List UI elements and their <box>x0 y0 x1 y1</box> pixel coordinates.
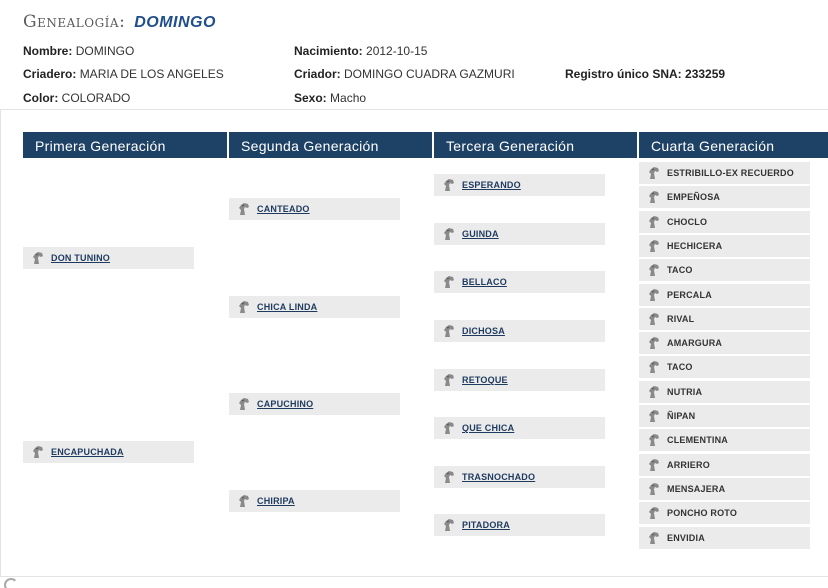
header-gen-4: Cuarta Generación <box>639 132 828 158</box>
g1-horse-link[interactable]: DON TUNINO <box>51 253 110 263</box>
horse-head-icon <box>647 166 661 180</box>
horse-head-icon <box>442 470 456 484</box>
g3-horse-link[interactable]: GUINDA <box>462 229 499 239</box>
g1-horse-cell[interactable] <box>23 247 194 269</box>
g4-horse-link[interactable]: CLEMENTINA <box>667 435 728 445</box>
g3-horse-cell[interactable] <box>434 417 605 439</box>
g3-horse-cell[interactable] <box>434 466 605 488</box>
g4-horse-cell[interactable] <box>639 308 810 330</box>
nombre-value: DOMINGO <box>75 44 135 58</box>
horse-head-icon <box>647 385 661 399</box>
horse-head-icon <box>647 215 661 229</box>
g3-horse-link[interactable]: ESPERANDO <box>462 180 521 190</box>
g2-horse-link[interactable]: CANTEADO <box>257 204 310 214</box>
horse-head-icon <box>647 409 661 423</box>
g4-horse-link[interactable]: RIVAL <box>667 314 695 324</box>
g4-horse-cell[interactable] <box>639 527 810 549</box>
g2-horse-link[interactable]: CHICA LINDA <box>257 302 318 312</box>
registro-label: Registro único SNA: <box>565 67 682 81</box>
g4-horse-cell[interactable] <box>639 211 810 233</box>
g4-horse-cell[interactable] <box>639 356 810 378</box>
g4-horse-link[interactable]: HECHICERA <box>667 241 723 251</box>
horse-head-icon <box>647 506 661 520</box>
horse-head-icon <box>647 433 661 447</box>
horse-head-icon <box>442 421 456 435</box>
horse-head-icon <box>31 251 45 265</box>
criador-label: Criador: <box>294 67 341 81</box>
g4-horse-cell[interactable] <box>639 162 810 184</box>
page-title <box>23 12 216 32</box>
horse-head-icon <box>647 482 661 496</box>
horse-head-icon <box>442 518 456 532</box>
g4-horse-cell[interactable] <box>639 235 810 257</box>
horse-head-icon <box>442 178 456 192</box>
sexo-value: Macho <box>330 91 367 105</box>
g4-horse-cell[interactable] <box>639 186 810 208</box>
info-color <box>23 91 130 105</box>
g4-horse-cell[interactable] <box>639 332 810 354</box>
g3-horse-cell[interactable] <box>434 223 605 245</box>
criadero-value: MARIA DE LOS ANGELES <box>79 67 224 81</box>
g3-horse-link[interactable]: RETOQUE <box>462 375 508 385</box>
g4-horse-cell[interactable] <box>639 381 810 403</box>
g4-horse-link[interactable]: AMARGURA <box>667 338 723 348</box>
g4-horse-link[interactable]: ÑIPAN <box>667 411 696 421</box>
horse-head-icon <box>31 445 45 459</box>
g1-horse-link[interactable]: ENCAPUCHADA <box>51 447 124 457</box>
g3-horse-cell[interactable] <box>434 271 605 293</box>
info-nombre <box>23 44 134 58</box>
horse-head-icon <box>647 190 661 204</box>
loading-icon <box>4 578 18 588</box>
info-registro <box>565 67 725 81</box>
info-nacimiento <box>294 44 427 58</box>
g3-horse-link[interactable]: QUE CHICA <box>462 423 515 433</box>
horse-head-icon <box>647 288 661 302</box>
color-label: Color: <box>23 91 59 105</box>
g3-horse-link[interactable]: DICHOSA <box>462 326 505 336</box>
g4-horse-link[interactable]: ESTRIBILLO-EX RECUERDO <box>667 168 794 178</box>
g4-horse-link[interactable]: PONCHO ROTO <box>667 508 738 518</box>
title-prefix: Genealogía: <box>23 12 126 32</box>
g2-horse-cell[interactable] <box>229 296 400 318</box>
horse-head-icon <box>647 531 661 545</box>
horse-head-icon <box>647 360 661 374</box>
registro-value: 233259 <box>685 67 726 81</box>
horse-head-icon <box>647 239 661 253</box>
criador-value: DOMINGO CUADRA GAZMURI <box>344 67 515 81</box>
horse-head-icon <box>647 312 661 326</box>
horse-head-icon <box>237 397 251 411</box>
header-gen-3: Tercera Generación <box>434 132 637 158</box>
color-value: COLORADO <box>61 91 131 105</box>
info-sexo <box>294 91 366 105</box>
horse-head-icon <box>647 336 661 350</box>
g3-horse-link[interactable]: BELLACO <box>462 277 507 287</box>
g4-horse-cell[interactable] <box>639 259 810 281</box>
g2-horse-link[interactable]: CHIRIPA <box>257 496 295 506</box>
g2-horse-link[interactable]: CAPUCHINO <box>257 399 314 409</box>
g4-horse-cell[interactable] <box>639 405 810 427</box>
g4-horse-cell[interactable] <box>639 478 810 500</box>
header-gen-2: Segunda Generación <box>229 132 432 158</box>
criadero-label: Criadero: <box>23 67 77 81</box>
g4-horse-link[interactable]: TACO <box>667 265 693 275</box>
horse-head-icon <box>442 373 456 387</box>
nacimiento-value: 2012-10-15 <box>366 44 428 58</box>
g3-horse-link[interactable]: TRASNOCHADO <box>462 472 536 482</box>
horse-head-icon <box>647 458 661 472</box>
g4-horse-link[interactable]: EMPEÑOSA <box>667 192 721 202</box>
g2-horse-cell[interactable] <box>229 198 400 220</box>
g4-horse-link[interactable]: TACO <box>667 362 693 372</box>
g3-horse-cell[interactable] <box>434 174 605 196</box>
horse-name-title: DOMINGO <box>134 14 216 31</box>
g4-horse-link[interactable]: ARRIERO <box>667 460 710 470</box>
horse-head-icon <box>237 300 251 314</box>
horse-head-icon <box>237 494 251 508</box>
g2-horse-cell[interactable] <box>229 393 400 415</box>
g4-horse-link[interactable]: CHOCLO <box>667 217 708 227</box>
g4-horse-cell[interactable] <box>639 284 810 306</box>
g4-horse-cell[interactable] <box>639 454 810 476</box>
g4-horse-link[interactable]: NUTRIA <box>667 387 703 397</box>
header-gen-1: Primera Generación <box>23 132 227 158</box>
g4-horse-link[interactable]: ENVIDIA <box>667 533 705 543</box>
g4-horse-cell[interactable] <box>639 429 810 451</box>
g3-horse-link[interactable]: PITADORA <box>462 520 510 530</box>
horse-head-icon <box>442 227 456 241</box>
horse-head-icon <box>237 202 251 216</box>
g4-horse-cell[interactable] <box>639 502 810 524</box>
info-criador <box>294 67 515 81</box>
g3-horse-cell[interactable] <box>434 369 605 391</box>
nombre-label: Nombre: <box>23 44 73 58</box>
info-criadero <box>23 67 224 81</box>
g1-horse-cell[interactable] <box>23 441 194 463</box>
nacimiento-label: Nacimiento: <box>294 44 363 58</box>
g2-horse-cell[interactable] <box>229 490 400 512</box>
g3-horse-cell[interactable] <box>434 514 605 536</box>
g4-horse-link[interactable]: PERCALA <box>667 290 712 300</box>
horse-head-icon <box>647 263 661 277</box>
horse-head-icon <box>442 275 456 289</box>
g3-horse-cell[interactable] <box>434 320 605 342</box>
horse-head-icon <box>442 324 456 338</box>
g4-horse-link[interactable]: MENSAJERA <box>667 484 726 494</box>
sexo-label: Sexo: <box>294 91 327 105</box>
